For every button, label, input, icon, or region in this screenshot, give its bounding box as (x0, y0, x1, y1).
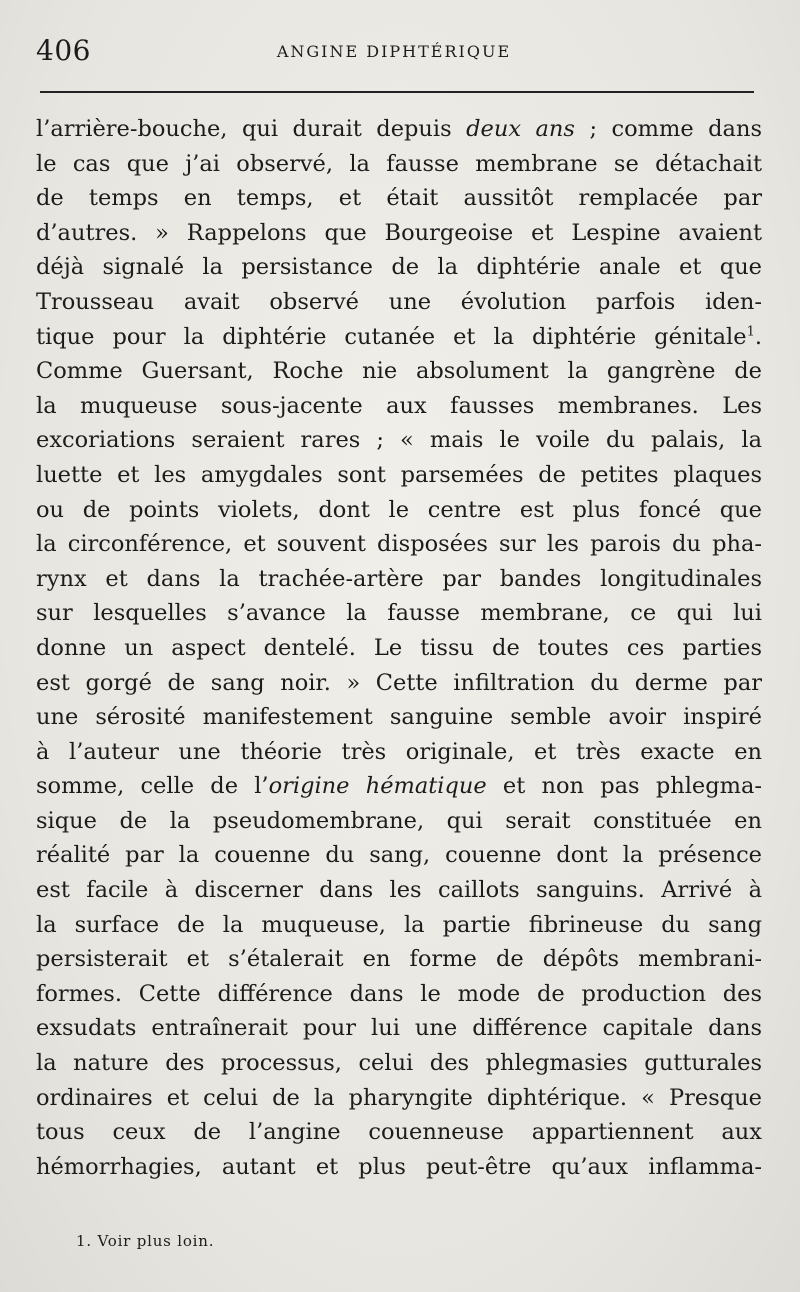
text-line: somme, celle de l’origine hématique et non pas phlegma- (36, 773, 762, 800)
text-line: ordinaires et celui de la pharyngite diphtérique. « Presque (36, 1084, 762, 1111)
text-line: réalité par la couenne du sang, couenne dont la présence (36, 842, 762, 869)
text-line: la nature des processus, celui des phlegmasies gutturales (36, 1050, 762, 1077)
text-line: rynx et dans la trachée-artère par bandes longitudinales (36, 565, 762, 592)
footnote-marker: 1 (746, 324, 755, 340)
text-line: tous ceux de l’angine couenneuse appartiennent aux (36, 1119, 762, 1146)
text-line: formes. Cette différence dans le mode de production des (36, 980, 762, 1007)
text-line: est gorgé de sang noir. » Cette infiltration du derme par (36, 669, 762, 696)
text-line: déjà signalé la persistance de la diphtérie anale et que (36, 254, 762, 281)
text-line: la circonférence, et souvent disposées sur les parois du pha- (36, 531, 762, 558)
running-head: ANGINE DIPHTÉRIQUE (276, 42, 512, 61)
text-line: une sérosité manifestement sanguine semble avoir inspiré (36, 704, 762, 731)
page-header (36, 34, 752, 74)
text-line: à l’auteur une théorie très originale, et très exacte en (36, 738, 762, 765)
text-line: donne un aspect dentelé. Le tissu de toutes ces parties (36, 634, 762, 661)
text-line: sique de la pseudomembrane, qui serait constituée en (36, 807, 762, 834)
footnote: 1. Voir plus loin. (76, 1232, 215, 1250)
header-rule (40, 91, 754, 93)
text-line: ou de points violets, dont le centre est plus foncé que (36, 496, 762, 523)
text-line: Comme Guersant, Roche nie absolument la gangrène de (36, 358, 762, 385)
emphasis: origine hématique (268, 773, 487, 800)
text-line: tique pour la diphtérie cutanée et la diphtérie génitale (36, 323, 747, 350)
text-line: persisterait et s’étalerait en forme de dépôts membrani- (36, 946, 762, 973)
text-line: d’autres. » Rappelons que Bourgeoise et Lespine avaient (36, 219, 762, 246)
text-line: hémorrhagies, autant et plus peut-être qu’aux inflamma- (36, 1153, 762, 1180)
page-number: 406 (36, 34, 91, 67)
emphasis: deux ans (466, 116, 575, 142)
text-line: Trousseau avait observé une évolution parfois iden- (36, 288, 762, 315)
text-line: est facile à discerner dans les caillots sanguins. Arrivé à (36, 877, 762, 904)
text-line: de temps en temps, et était aussitôt remplacée par (36, 185, 762, 212)
text-line: la surface de la muqueuse, la partie fibrineuse du sang (36, 911, 762, 938)
text-line-with-note: tique pour la diphtérie cutanée et la diphtérie génitale$^1$. (36, 323, 762, 350)
text-line: la muqueuse sous-jacente aux fausses membranes. Les (36, 392, 762, 419)
text-line: exsudats entraînerait pour lui une différence capitale dans (36, 1015, 762, 1042)
text-line: sur lesquelles s’avance la fausse membrane, ce qui lui (36, 600, 762, 627)
text-line: excoriations seraient rares ; « mais le voile du palais, la (36, 427, 762, 454)
text-line: le cas que j’ai observé, la fausse membrane se détachait (36, 150, 762, 177)
text-line: l’arrière-bouche, qui durait depuis deux ans ; comme dans (36, 116, 762, 142)
body-text (36, 112, 762, 1184)
text-line: luette et les amygdales sont parsemées de petites plaques (36, 461, 762, 488)
